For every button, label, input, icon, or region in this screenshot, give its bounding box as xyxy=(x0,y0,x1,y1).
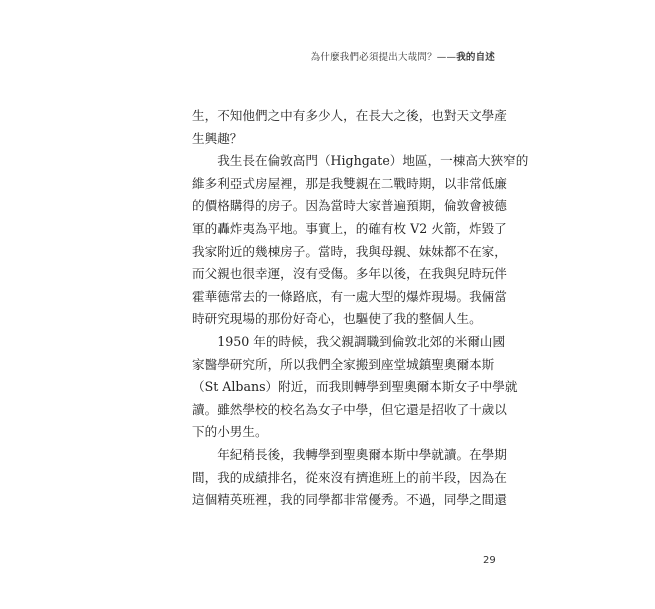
header-separator: —— xyxy=(436,52,457,63)
text-line: 家醫學研究所，所以我們全家搬到座堂城鎮聖奧爾本斯 xyxy=(192,356,495,372)
text-line: 間，我的成績排名，從來沒有擠進班上的前半段，因為在 xyxy=(192,469,507,485)
text-line: 而父親也很幸運，沒有受傷。多年以後，在我與兒時玩伴 xyxy=(192,266,507,282)
text-line: （St Albans）附近，而我則轉學到聖奧爾本斯女子中學就 xyxy=(192,379,518,395)
body-text xyxy=(192,105,529,512)
text-line: 霍華德常去的一條路底，有一處大型的爆炸現場。我倆當 xyxy=(192,288,507,304)
text-line: 生，不知他們之中有多少人，在長大之後，也對天文學產 xyxy=(192,108,507,123)
chapter-title: 我的自述 xyxy=(456,52,495,63)
text-line: 我家附近的幾棟房子。當時，我與母親、妹妹都不在家， xyxy=(192,243,507,259)
text-line: 的價格購得的房子。因為當時大家普遍預期，倫敦會被德 xyxy=(192,198,507,214)
text-line: 1950 年的時候，我父親調職到倫敦北郊的米爾山國 xyxy=(192,333,506,349)
text-line: 生興趣？ xyxy=(192,130,243,146)
text-line: 我生長在倫敦高門（Highgate）地區，一棟高大狹窄的 xyxy=(192,153,529,169)
text-line: 年紀稍長後，我轉學到聖奧爾本斯中學就讀。在學期 xyxy=(192,446,507,462)
book-title: 為什麼我們必須提出大哉問？ xyxy=(310,52,437,63)
page-number: 29 xyxy=(483,555,496,566)
text-line: 這個精英班裡，我的同學都非常優秀。不過，同學之間還 xyxy=(192,492,507,508)
text-line: 軍的轟炸夷為平地。事實上，的確有枚 V2 火箭，炸毀了 xyxy=(192,220,507,236)
text-line: 維多利亞式房屋裡，那是我雙親在二戰時期，以非常低廉 xyxy=(192,175,507,191)
running-header xyxy=(311,49,495,63)
text-line: 下的小男生。 xyxy=(192,424,268,440)
text-line: 讀。雖然學校的校名為女子中學，但它還是招收了十歲以 xyxy=(192,401,507,417)
text-line: 時研究現場的那份好奇心，也驅使了我的整個人生。 xyxy=(192,311,482,327)
